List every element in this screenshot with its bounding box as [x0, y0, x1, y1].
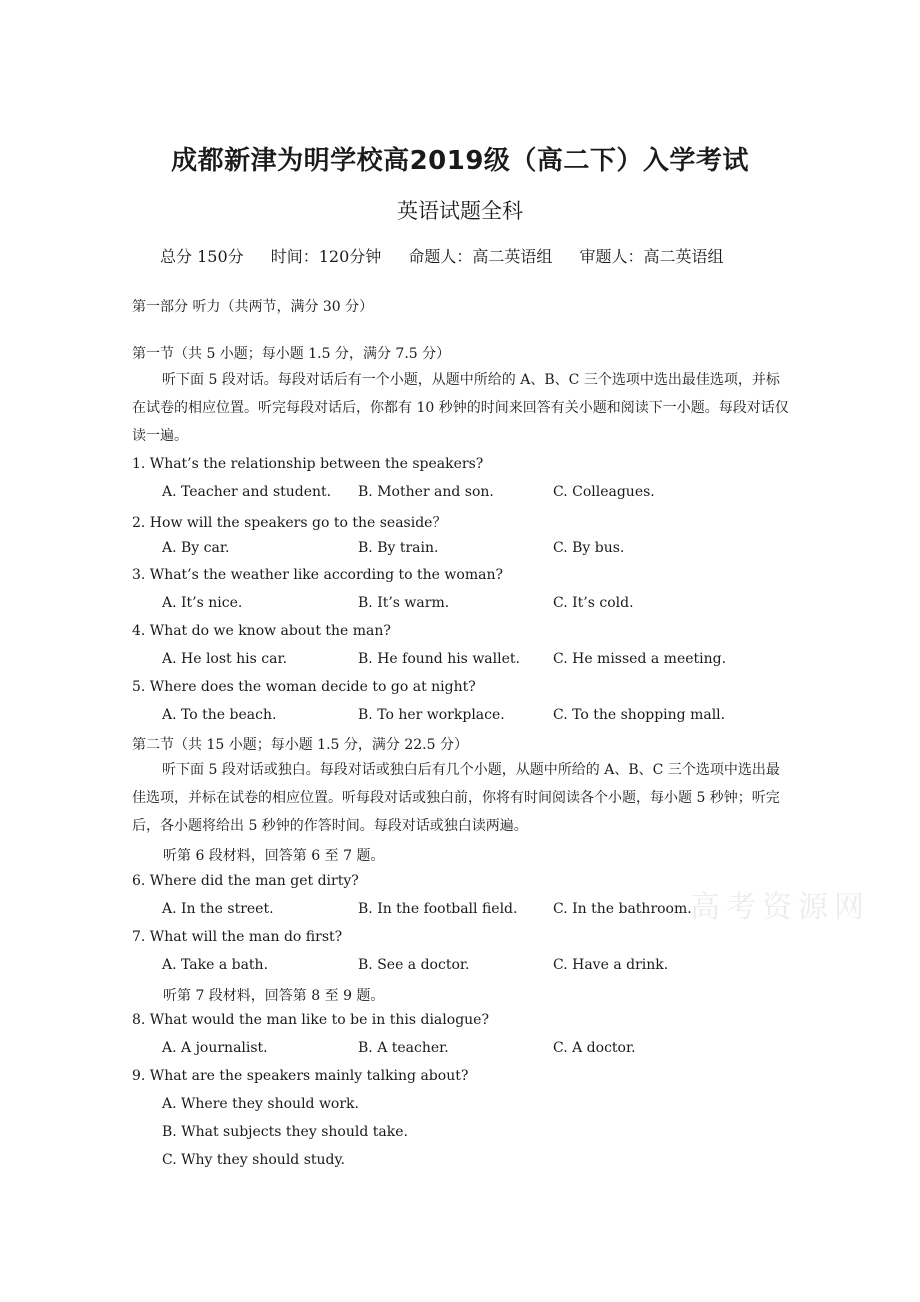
question-4-option-b: B. He found his wallet.: [358, 651, 520, 667]
question-1-option-c: C. Colleagues.: [553, 484, 655, 500]
question-7-option-b: B. See a doctor.: [358, 957, 470, 973]
section2-instruction-text: 听下面 5 段对话或独白。每段对话或独白后有几个小题，从题中所给的 A、B、C 三个选项中选出最佳选项，并标在试卷的相应位置。听每段对话或独白前，你将有时间阅读各个小题，每小题 5 秒钟；听完后，各小题将给出 5 秒钟的作答时间。每段对话或独白读两遍。: [132, 762, 780, 834]
material-6-note: 听第 6 段材料，回答第 6 至 7 题。: [163, 848, 385, 864]
question-3: 3. What’s the weather like according to the woman?: [132, 567, 503, 583]
question-9: 9. What are the speakers mainly talking about?: [132, 1068, 469, 1084]
question-4: 4. What do we know about the man?: [132, 623, 391, 639]
question-9-option-a: A. Where they should work.: [162, 1096, 359, 1112]
question-8-option-a: A. A journalist.: [162, 1040, 268, 1056]
section1-title: 第一节（共 5 小题；每小题 1.5 分，满分 7.5 分）: [132, 346, 451, 362]
question-7-option-c: C. Have a drink.: [553, 957, 669, 973]
question-6-option-a: A. In the street.: [162, 901, 274, 917]
question-4-option-a: A. He lost his car.: [162, 651, 288, 667]
question-1-option-b: B. Mother and son.: [358, 484, 494, 500]
question-3-option-a: A. It’s nice.: [162, 595, 243, 611]
exam-author: 命题人：高二英语组: [408, 247, 553, 266]
question-8-option-c: C. A doctor.: [553, 1040, 636, 1056]
question-3-option-c: C. It’s cold.: [553, 595, 634, 611]
question-9-option-c: C. Why they should study.: [162, 1152, 345, 1168]
question-5-option-a: A. To the beach.: [162, 707, 277, 723]
question-5-option-b: B. To her workplace.: [358, 707, 505, 723]
question-3-option-b: B. It’s warm.: [358, 595, 450, 611]
question-6-option-c: C. In the bathroom.: [553, 901, 692, 917]
material-7-note: 听第 7 段材料，回答第 8 至 9 题。: [163, 988, 385, 1004]
question-1-option-a: A. Teacher and student.: [162, 484, 332, 500]
total-score: 总分 150分: [160, 247, 244, 266]
question-2-option-a: A. By car.: [162, 540, 230, 556]
question-2-option-b: B. By train.: [358, 540, 439, 556]
question-1: 1. What’s the relationship between the speakers?: [132, 456, 484, 472]
question-7-option-a: A. Take a bath.: [162, 957, 269, 973]
watermark: 高考资源网: [690, 890, 870, 925]
question-5-option-c: C. To the shopping mall.: [553, 707, 726, 723]
question-6: 6. Where did the man get dirty?: [132, 873, 359, 889]
question-6-option-b: B. In the football field.: [358, 901, 518, 917]
question-7: 7. What will the man do first?: [132, 929, 343, 945]
part1-title: 第一部分 听力（共两节，满分 30 分）: [132, 299, 374, 315]
exam-time: 时间：120分钟: [270, 247, 382, 266]
section1-instruction-text: 听下面 5 段对话。每段对话后有一个小题，从题中所给的 A、B、C 三个选项中选出最佳选项，并标在试卷的相应位置。听完每段对话后，你都有 10 秒钟的时间来回答有关小题和阅读下一小题。每段对话仅读一遍。: [132, 372, 789, 444]
exam-title: 成都新津为明学校高2019级（高二下）入学考试: [171, 146, 749, 176]
section1-instruction: [132, 366, 792, 450]
question-2: 2. How will the speakers go to the seaside？: [132, 515, 447, 531]
question-5: 5. Where does the woman decide to go at night?: [132, 679, 476, 695]
section2-title: 第二节（共 15 小题；每小题 1.5 分，满分 22.5 分）: [132, 737, 468, 753]
question-8: 8. What would the man like to be in this dialogue?: [132, 1012, 489, 1028]
question-4-option-c: C. He missed a meeting.: [553, 651, 727, 667]
exam-reviewer: 审题人：高二英语组: [579, 247, 724, 266]
question-8-option-b: B. A teacher.: [358, 1040, 449, 1056]
exam-meta: [160, 244, 746, 267]
question-2-option-c: C. By bus.: [553, 540, 625, 556]
section2-instruction: [132, 756, 792, 840]
exam-subtitle: 英语试题全科: [397, 199, 523, 223]
question-9-option-b: B. What subjects they should take.: [162, 1124, 408, 1140]
